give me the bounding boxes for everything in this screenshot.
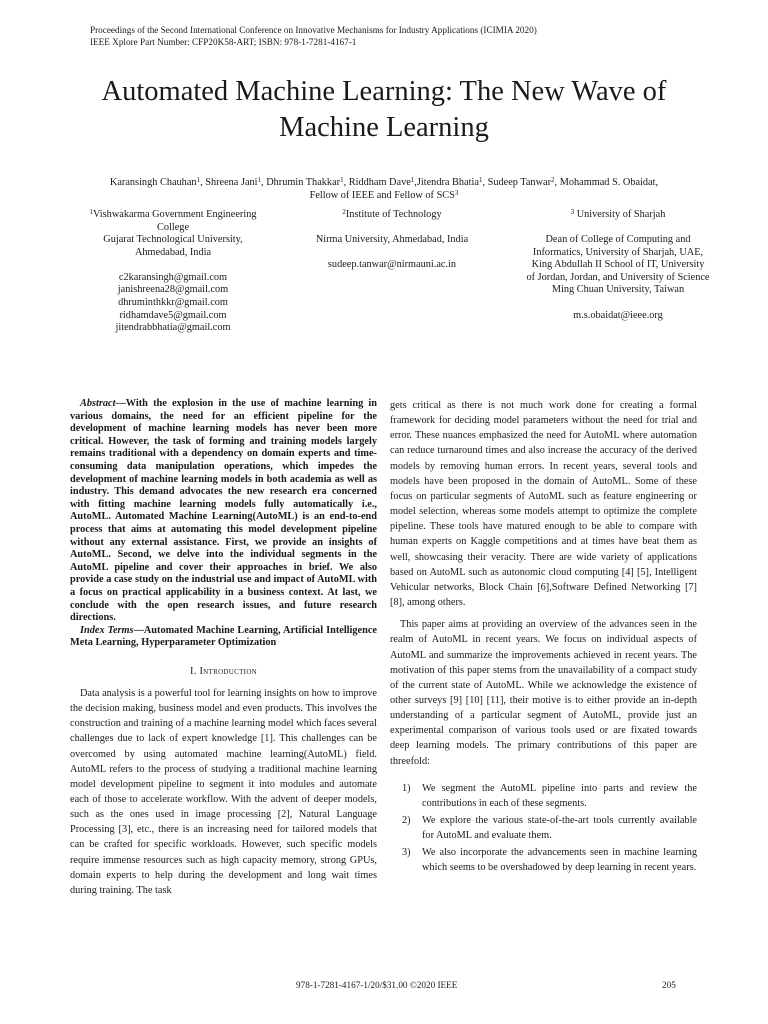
abstract xyxy=(70,398,377,625)
author: Karansingh Chauhan$^1$, xyxy=(109,176,206,188)
email-link[interactable]: m.s.obaidat@ieee.org xyxy=(573,309,663,321)
section-heading: I. Introduction xyxy=(189,665,258,677)
author-list xyxy=(40,177,728,202)
author: Shreena Jani$^1$, xyxy=(205,176,267,188)
author-fellow-line: Fellow of IEEE and Fellow of SCS$^3$ xyxy=(309,188,459,201)
title-line-1: Automated Machine Learning: The New Wave of xyxy=(101,76,667,107)
abstract-label: Abstract xyxy=(80,398,116,409)
page-number: 205 xyxy=(662,980,676,990)
email-link[interactable]: c2karansingh@gmail.com xyxy=(118,271,228,283)
body-paragraph-continued: gets critical as there is not much work done for creating a formal framework for deciding model parameters without the need for trial and error. These nuances emphasized the need for AutoML where automation can reduce turnaround times and also increase the accuracy of the derived models by removing human errors. In recent years, several tools and models have been proposed in the domain of AutoML. Some of these focus on particular segments of AutoML such as feature engineering or model selection, whereas some models attempt to optimize the complete pipeline. These tools have matured enough to be able to compare with human experts on Kaggle competitions and at times have beat them as well, showcasing their veracity. There are wide variety of applications based on AutoML such as autonomic cloud computing [4] [5], Intelligent Vehicular networks, Block Chain [6],Software Defined Networking [7] [8], among others. xyxy=(390,400,697,609)
email-link[interactable]: sudeep.tanwar@nirmauni.ac.in xyxy=(327,259,457,271)
list-item: 1) We segment the AutoML pipeline into parts and review the contributions in each of these segments. xyxy=(402,782,697,809)
author-names xyxy=(40,177,728,190)
email-link[interactable]: ridhamdave5@gmail.com xyxy=(119,309,227,321)
email-link[interactable]: dhruminthkkr@gmail.com xyxy=(118,297,228,309)
affiliation-1: $^1$Vishwakarma Government Engineering College Gujarat Technological University, Ahmedabad, India c2karansingh@gmail.com janishreena28@gmail.com dhruminthkkr@gmail.com ridhamdave5@gmail.com jitendrabbhatia@gmail.com xyxy=(72,209,274,335)
body-paragraph: Data analysis is a powerful tool for learning insights on how to improve the decision making, business model and even products. This involves the construction and training of a machine learning model which faces several challenges due to lack of expert knowledge [1]. This challenges can be overcomed by using automated machine learning(AutoML) field. AutoML refers to the process of studying a traditional machine learning model development pipeline to segment it into modules and automate each of those to accelerate workflow. With the advent of deeper models, such as the ones used in image processing [2], Natural Language Processing [3], etc., there is an increasing need for tailored models that can be crafted for specific workloads. However, such specific models require immense resources such as high capacity memory, strong GPUs, domain experts to help during the development and long wait times during training. The task xyxy=(70,687,377,896)
index-terms-text: —Automated Machine Learning, Artificial Intelligence Meta Learning, Hyperparameter Optimization xyxy=(70,624,377,649)
title-line-2: Machine Learning xyxy=(279,112,489,143)
body-paragraph: This paper aims at providing an overview of the advances seen in the realm of AutoML in recent years. We focus on individual aspects of AutoML and summarize the improvements achieved in recent years. The motivation of this paper stems from the unavailability of a compact study of the current state of AutoML. While we acknowledge the existence of other surveys [9] [10] [11], their motive is to either provide an in-depth understanding of a particular segment of AutoML, provide just an experimental comparison of various tools used or are fixated towards deep learning models. The primary contributions of this paper are threefold: xyxy=(390,619,697,767)
contributions-list xyxy=(390,781,697,876)
index-terms xyxy=(70,625,377,650)
author: Jitendra Bhatia$^1$, xyxy=(416,176,488,188)
right-column xyxy=(390,398,697,877)
affiliation-2: $^2$Institute of Technology Nirma University, Ahmedabad, India sudeep.tanwar@nirmauni.ac.in xyxy=(292,209,492,272)
ieee-xplore-line: IEEE Xplore Part Number: CFP20K58-ART; ISBN: 978-1-7281-4167-1 xyxy=(90,37,357,47)
paper-title xyxy=(40,74,728,146)
index-terms-label: Index Terms xyxy=(80,624,134,636)
abstract-text: —With the explosion in the use of machine learning in various domains, the need for an efficient pipeline for the development of machine learning models has never been more critical. However, the task of forming and training models largely remains traditional with a dependency on domain experts and time-consuming data manipulation operations, which impedes the development of machine learning models in both academia as well as industry. This demand advocates the new research era concerned with fitting machine learning models fully automatically i.e., AutoML. Automated Machine Learning(AutoML) is an end-to-end process that aims at automating this model development pipeline without any external assistance. First, we provide an insights of AutoML. Second, we delve into the individual segments in the AutoML pipeline and cover their approaches in brief. We also provide a case study on the industrial use and impact of AutoML with a focus on practical applicability in a business context. At last, we conclude with the open research issues, and future research directions. xyxy=(70,398,377,624)
list-item: 3) We also incorporate the advancements seen in machine learning which seems to be overshadowed by deep learning in recent years. xyxy=(402,847,697,874)
left-column xyxy=(70,398,377,898)
author: Mohammad S. Obaidat, xyxy=(559,177,659,188)
conference-header: Proceedings of the Second International Conference on Innovative Mechanisms for Industry Applications (ICIMIA 2020) xyxy=(90,25,537,35)
author: Riddham Dave$^1$, xyxy=(348,176,417,188)
author: Dhrumin Thakkar$^1$, xyxy=(266,176,349,188)
list-item: 2) We explore the various state-of-the-art tools currently available for AutoML and evaluate them. xyxy=(402,814,697,842)
email-link[interactable]: janishreena28@gmail.com xyxy=(117,284,229,296)
affiliation-3: $^3$ University of Sharjah Dean of College of Computing and Informatics, University of Sharjah, UAE, King Abdullah II School of IT, University of Jordan, Jordan, and University of Science Ming Chuan University, Taiwan m.s.obaidat@ieee.org xyxy=(508,209,728,322)
author: Sudeep Tanwar$^2$, xyxy=(487,176,560,188)
copyright-line: 978-1-7281-4167-1/20/$31.00 ©2020 IEEE xyxy=(296,980,458,990)
email-link[interactable]: jitendrabbhatia@gmail.com xyxy=(115,322,231,334)
